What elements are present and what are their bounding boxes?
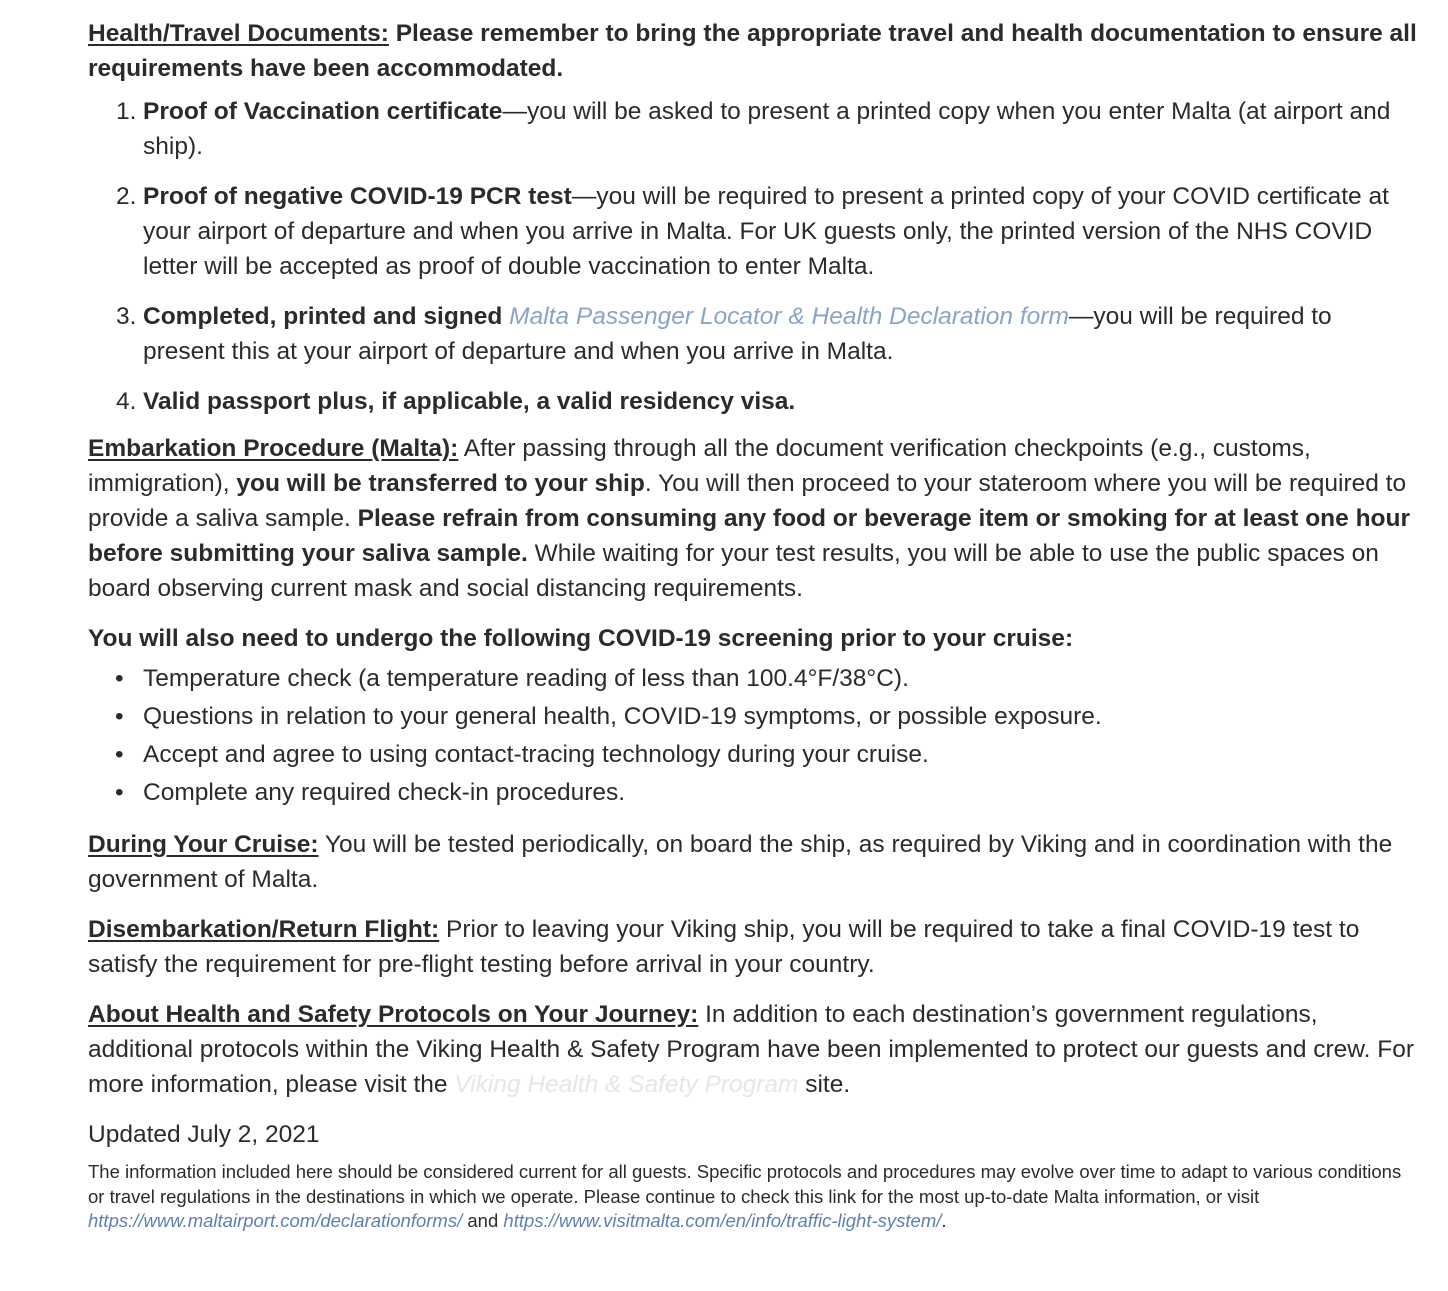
- screening-item: [88, 660, 1418, 698]
- requirement-title: Completed, printed and signed: [143, 303, 503, 330]
- protocols-text-after: site.: [805, 1071, 851, 1098]
- screening-list: [88, 660, 1418, 812]
- health-travel-intro: Please remember to bring the appropriate travel and health documentation to ensure all requirements have been accommodated.: [88, 20, 1417, 82]
- requirement-title: Valid passport plus, if applicable, a valid residency visa.: [143, 388, 796, 415]
- requirement-text: —you will be required to present a printed copy of your COVID certificate at your airport of departure and when you arrive in Malta. For UK guests only, the printed version of the NHS COVID letter will be accepted as proof of double vaccination to enter Malta.: [143, 183, 1389, 280]
- footnote-text: The information included here should be considered current for all guests. Specific protocols and procedures may evolve over time to adapt to various conditions or travel regulations in the destinations in which we operate. Please continue to check this link for the most up-to-date Malta information, or visit: [88, 1161, 1402, 1207]
- health-travel-section: [88, 16, 1418, 86]
- footnote: [88, 1160, 1418, 1234]
- requirement-title: Proof of Vaccination certificate: [143, 98, 503, 125]
- requirement-number: 4.: [116, 388, 137, 415]
- maltairport-link[interactable]: https://www.maltairport.com/declarationforms/: [88, 1210, 463, 1231]
- screening-heading: You will also need to undergo the following COVID-19 screening prior to your cruise:: [88, 625, 1074, 652]
- requirement-text: —you will be asked to present a printed copy when you enter Malta (at airport and ship).: [143, 98, 1391, 160]
- updated-date: Updated July 2, 2021: [88, 1121, 320, 1148]
- screening-item-text: Questions in relation to your general health, COVID-19 symptoms, or possible exposure.: [143, 703, 1102, 730]
- embarkation-text-3: While waiting for your test results, you will be able to use the public spaces on board observing current mask and social distancing requirements.: [88, 540, 1379, 602]
- embarkation-section: [88, 431, 1418, 606]
- passenger-locator-form-link[interactable]: Malta Passenger Locator & Health Declaration form: [509, 303, 1069, 330]
- protocols-section: [88, 997, 1418, 1102]
- during-cruise-heading: During Your Cruise:: [88, 831, 319, 858]
- requirement-item-1: [88, 94, 1418, 164]
- embarkation-text-2: . You will then proceed to your stateroom where you will be required to provide a saliva sample.: [88, 470, 1407, 532]
- visitmalta-link[interactable]: https://www.visitmalta.com/en/info/traffic-light-system/: [503, 1210, 942, 1231]
- requirements-list: [88, 94, 1418, 419]
- embarkation-text-1: After passing through all the document verification checkpoints (e.g., customs, immigration),: [88, 435, 1311, 497]
- disembarkation-text: Prior to leaving your Viking ship, you will be required to take a final COVID-19 test to satisfy the requirement for pre-flight testing before arrival in your country.: [88, 916, 1360, 978]
- bullet: •: [115, 741, 124, 768]
- requirement-number: 2.: [116, 183, 137, 210]
- requirement-item-3: [88, 299, 1418, 369]
- footnote-end: .: [941, 1210, 947, 1231]
- health-travel-heading: Health/Travel Documents:: [88, 20, 389, 47]
- embarkation-bold-2: Please refrain from consuming any food or beverage item or smoking for at least one hour before submitting your saliva sample.: [88, 505, 1411, 567]
- bullet: •: [115, 703, 124, 730]
- screening-item: [88, 774, 1418, 812]
- requirement-text: —you will be required to present this at your airport of departure and when you arrive in Malta.: [143, 303, 1332, 365]
- requirement-item-2: [88, 179, 1418, 284]
- screening-item: [88, 698, 1418, 736]
- embarkation-heading: Embarkation Procedure (Malta):: [88, 435, 459, 462]
- during-cruise-section: [88, 827, 1418, 897]
- disembarkation-heading: Disembarkation/Return Flight:: [88, 916, 440, 943]
- bullet: •: [115, 665, 124, 692]
- bullet: •: [115, 779, 124, 806]
- requirement-item-4: [88, 384, 1418, 419]
- protocols-text: In addition to each destination’s government regulations, additional protocols within the Viking Health & Safety Program have been implemented to protect our guests and crew. For more information, please visit the: [88, 1001, 1415, 1098]
- requirement-title: Proof of negative COVID-19 PCR test: [143, 183, 572, 210]
- requirement-number: 1.: [116, 98, 137, 125]
- protocols-heading: About Health and Safety Protocols on Your Journey:: [88, 1001, 699, 1028]
- disembarkation-section: [88, 912, 1418, 982]
- embarkation-bold-1: you will be transferred to your ship: [236, 470, 645, 497]
- during-cruise-text: You will be tested periodically, on board the ship, as required by Viking and in coordination with the government of Malta.: [88, 831, 1393, 893]
- document-page: [88, 16, 1418, 1234]
- viking-health-safety-link[interactable]: Viking Health & Safety Program: [454, 1071, 799, 1098]
- screening-item-text: Accept and agree to using contact-tracing technology during your cruise.: [143, 741, 929, 768]
- screening-item-text: Temperature check (a temperature reading of less than 100.4°F/38°C).: [143, 665, 909, 692]
- footnote-and: and: [467, 1210, 499, 1231]
- screening-item: [88, 736, 1418, 774]
- screening-item-text: Complete any required check-in procedures.: [143, 779, 626, 806]
- requirement-number: 3.: [116, 303, 137, 330]
